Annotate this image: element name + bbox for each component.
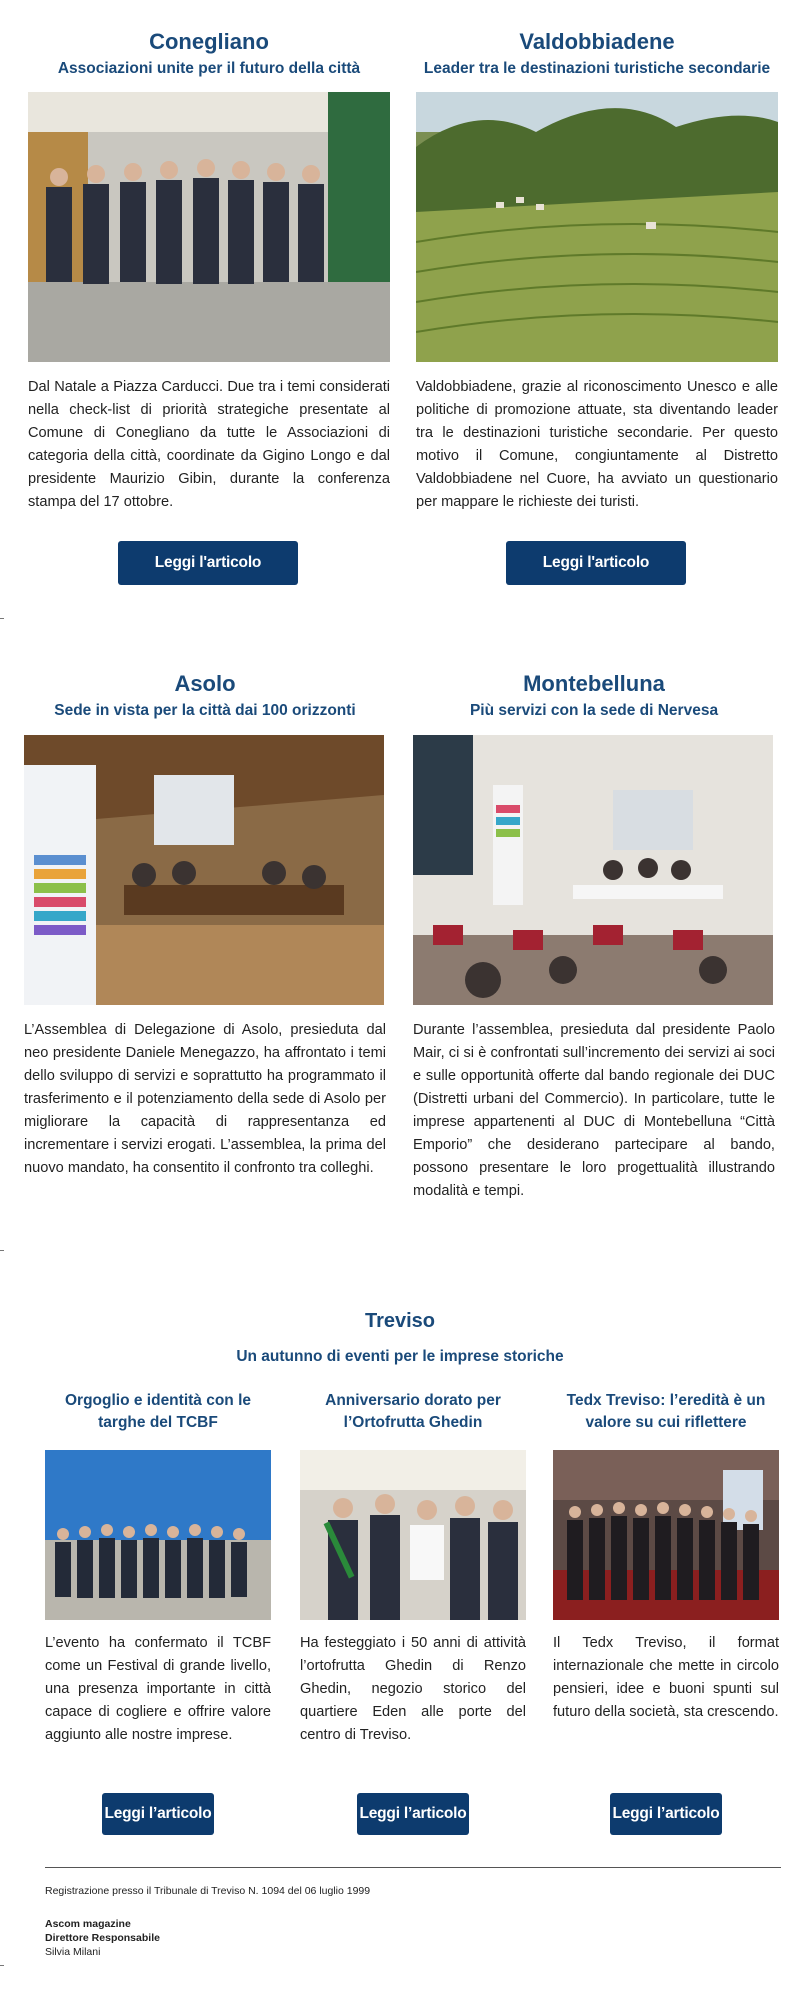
article-title: Tedx Treviso: l’eredità è un valore su cui riflettere [566,1392,766,1431]
article-photo-montebelluna [413,735,773,1005]
article-title: Orgoglio e identità con le targhe del TCBF [64,1392,251,1431]
read-article-button[interactable]: Leggi l’articolo [357,1793,469,1835]
article-valdobbiadene [416,28,778,78]
article-text: Durante l’assemblea, presieduta dal presidente Paolo Mair, ci si è confrontati sull’incremento dei servizi ai soci e sulle opportunità offerte dal bando regionale dei DUC (Distretti urbani del Commercio). In particolare, tutte le imprese appartenenti al DUC di Montebelluna “Città Emporio” che desiderano partecipare al bando, possono presentare le loro progettualità illustrando modalità e tempi. [413,1022,775,1199]
article-subtitle: Associazioni unite per il futuro della città [57,60,361,77]
article-photo-valdobbiadene [416,92,778,362]
article-conegliano [28,28,390,78]
edge-mark [0,618,4,619]
article-city: Conegliano [149,29,269,54]
section-subtitle: Un autunno di eventi per le imprese storiche [236,1348,564,1365]
edge-mark [0,1250,4,1251]
article-text: Il Tedx Treviso, il format internazionale che mette in circolo pensieri, idee e buoni spunti sul futuro della società, sta crescendo. [553,1635,779,1720]
article-photo-conegliano [28,92,390,362]
treviso-section [0,1308,800,1366]
edge-mark [0,1965,4,1966]
article-city: Asolo [174,671,236,696]
article-title: Anniversario dorato per l’Ortofrutta Ghedin [325,1392,501,1431]
article-text: Ha festeggiato i 50 anni di attività l’ortofrutta Ghedin di Renzo Ghedin, negozio storico del quartiere Eden alle porte del centro di Treviso. [300,1635,526,1743]
article-asolo [24,670,386,720]
read-article-button[interactable]: Leggi l'articolo [506,541,686,585]
footer-divider [45,1867,781,1868]
registration-text: Registrazione presso il Tribunale di Treviso N. 1094 del 06 luglio 1999 [45,1885,371,1897]
article-photo-tedx [553,1450,779,1620]
article-text: Valdobbiadene, grazie al riconoscimento Unesco e alle politiche di promozione attuate, sta diventando leader tra le destinazioni turistiche secondarie. Per questo motivo il Comune, congiuntamente al Distretto Valdobbiadene nel Cuore, ha avviato un questionario per mappare le richieste dei turisti. [416,379,778,510]
director-name: Silvia Milani [45,1946,101,1958]
section-title: Treviso [364,1310,436,1332]
article-text: Dal Natale a Piazza Carducci. Due tra i temi considerati nella check-list di priorità strategiche presentate al Comune di Conegliano da tutte le Associazioni di categoria della città, coordinate da Gigino Longo e dal presidente Maurizio Gibin, durante la conferenza stampa del 17 ottobre. [28,379,390,510]
article-city: Montebelluna [523,671,665,696]
article-photo-ghedin [300,1450,526,1620]
article-text: L’Assemblea di Delegazione di Asolo, presieduta dal neo presidente Daniele Menegazzo, ha affrontato i temi dello sviluppo di servizi e soprattutto ha programmato il trasferimento e il potenziamento della sede di Asolo per migliorare la capacità di rappresentanza ed incrementare i servizi erogati. L’assemblea, la prima del nuovo mandato, ha consentito il confronto tra colleghi. [24,1022,386,1176]
magazine-name: Ascom magazine [45,1918,131,1930]
read-article-button[interactable]: Leggi l’articolo [610,1793,722,1835]
article-text: L’evento ha confermato il TCBF come un Festival di grande livello, una presenza importante in città capace di cogliere e offrire valore aggiunto alle nostre imprese. [45,1635,271,1743]
director-role: Direttore Responsabile [45,1932,160,1944]
article-subtitle: Leader tra le destinazioni turistiche secondarie [423,60,771,77]
read-article-button[interactable]: Leggi l'articolo [118,541,298,585]
article-subtitle: Sede in vista per la città dai 100 orizzonti [54,702,356,719]
read-article-button[interactable]: Leggi l’articolo [102,1793,214,1835]
article-city: Valdobbiadene [519,29,675,54]
article-photo-tcbf [45,1450,271,1620]
article-montebelluna [413,670,775,720]
article-subtitle: Più servizi con la sede di Nervesa [469,702,719,719]
article-photo-asolo [24,735,384,1005]
